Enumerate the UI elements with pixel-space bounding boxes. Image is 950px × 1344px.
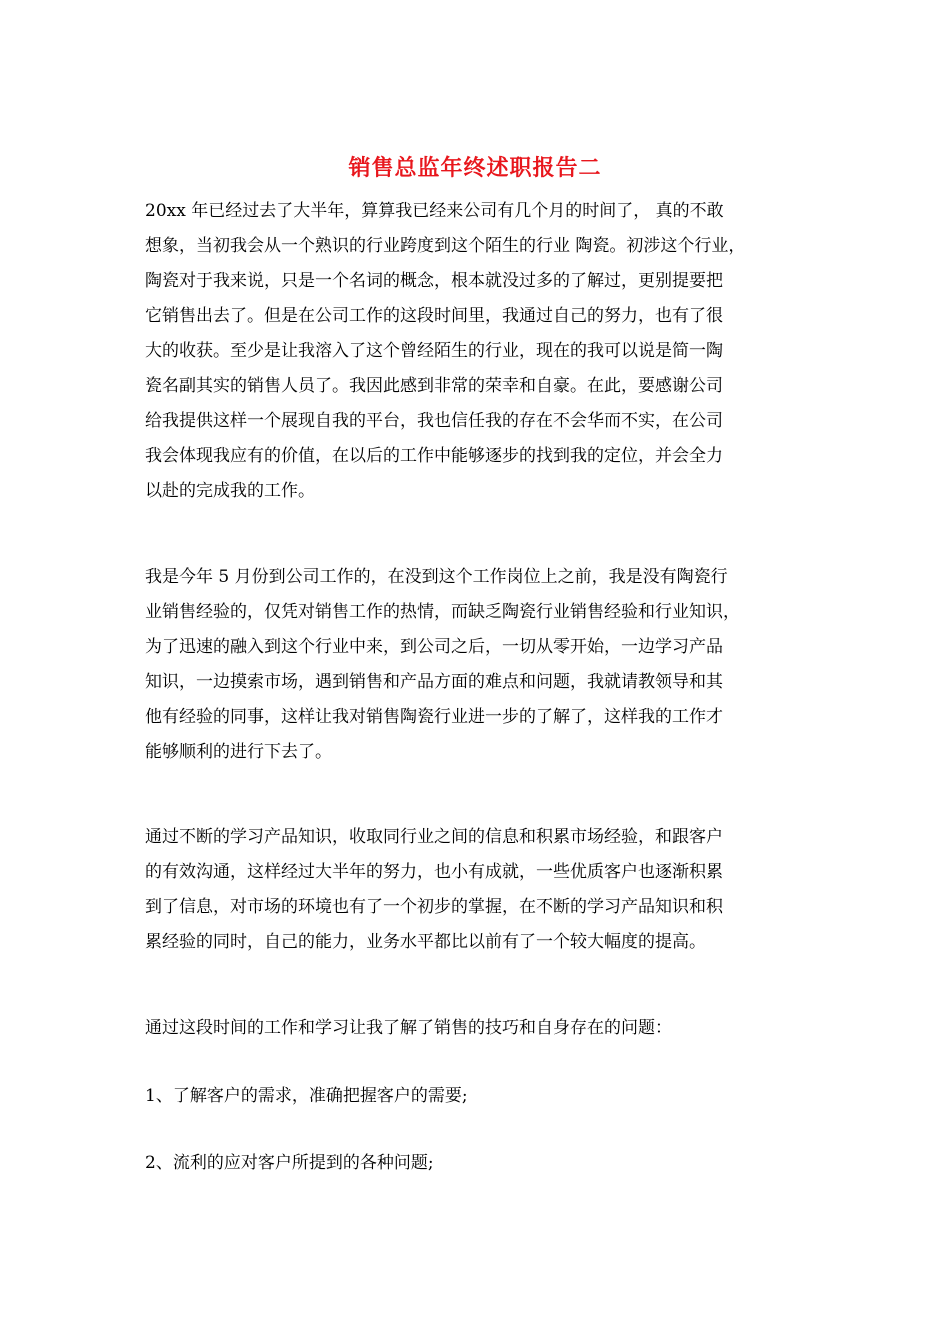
- paragraph-1-line-9: 以赴的完成我的工作。: [145, 481, 315, 501]
- paragraph-1-line-3: 陶瓷对于我来说，只是一个名词的概念，根本就没过多的了解过，更别提要把: [145, 271, 723, 291]
- paragraph-1-line-6: 瓷名副其实的销售人员了。我因此感到非常的荣幸和自豪。在此，要感谢公司: [145, 376, 723, 396]
- paragraph-2-line-2: 业销售经验的，仅凭对销售工作的热情，而缺乏陶瓷行业销售经验和行业知识，: [145, 602, 740, 622]
- paragraph-3-line-4: 累经验的同时，自己的能力，业务水平都比以前有了一个较大幅度的提高。: [145, 932, 706, 952]
- paragraph-2-line-6: 能够顺利的进行下去了。: [145, 742, 332, 762]
- paragraph-2-line-1: 我是今年 5 月份到公司工作的，在没到这个工作岗位上之前，我是没有陶瓷行: [145, 567, 728, 587]
- paragraph-3-line-3: 到了信息，对市场的环境也有了一个初步的掌握，在不断的学习产品知识和积: [145, 897, 723, 917]
- paragraph-1-line-1: 20xx 年已经过去了大半年，算算我已经来公司有几个月的时间了， 真的不敢: [145, 201, 724, 221]
- paragraph-3-line-1: 通过不断的学习产品知识，收取同行业之间的信息和积累市场经验，和跟客户: [145, 827, 723, 847]
- paragraph-1-line-5: 大的收获。至少是让我溶入了这个曾经陌生的行业，现在的我可以说是简一陶: [145, 341, 723, 361]
- document-title: 销售总监年终述职报告二: [348, 156, 602, 181]
- list-item-1: 1、了解客户的需求，准确把握客户的需要;: [145, 1086, 468, 1106]
- paragraph-2-line-5: 他有经验的同事，这样让我对销售陶瓷行业进一步的了解了，这样我的工作才: [145, 707, 723, 727]
- paragraph-2-line-3: 为了迅速的融入到这个行业中来，到公司之后，一切从零开始，一边学习产品: [145, 637, 723, 657]
- paragraph-4-line-1: 通过这段时间的工作和学习让我了解了销售的技巧和自身存在的问题：: [145, 1018, 672, 1038]
- paragraph-1-line-8: 我会体现我应有的价值，在以后的工作中能够逐步的找到我的定位，并会全力: [145, 446, 723, 466]
- paragraph-1-line-2: 想象，当初我会从一个熟识的行业跨度到这个陌生的行业 陶瓷。初涉这个行业，: [145, 236, 746, 256]
- paragraph-2-line-4: 知识，一边摸索市场，遇到销售和产品方面的难点和问题，我就请教领导和其: [145, 672, 723, 692]
- paragraph-1-line-4: 它销售出去了。但是在公司工作的这段时间里，我通过自己的努力，也有了很: [145, 306, 723, 326]
- paragraph-1-line-7: 给我提供这样一个展现自我的平台，我也信任我的存在不会华而不实，在公司: [145, 411, 723, 431]
- list-item-2: 2、流利的应对客户所提到的各种问题;: [145, 1153, 434, 1173]
- paragraph-3-line-2: 的有效沟通，这样经过大半年的努力，也小有成就，一些优质客户也逐渐积累: [145, 862, 723, 882]
